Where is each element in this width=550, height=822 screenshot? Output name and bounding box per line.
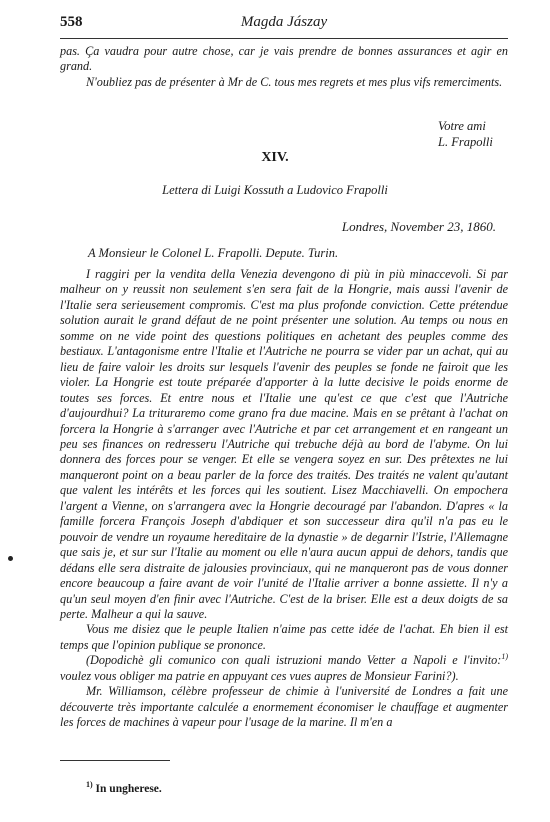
running-title: Magda Jászay [240,14,328,30]
letter-body [60,267,508,731]
letter-title: Lettera di Luigi Kossuth a Ludovico Frapolli [162,183,388,197]
letter-paragraph: Mr. Williamson, célèbre professeur de chimie à l'université de Londres a fait une découverte très importante calculée a enormement économiser le chauffage et augmenter les forces de machines à vapeur pour l'usage de la marine. Il m'en a [60,684,508,730]
margin-dot-mark [8,556,13,561]
signoff-salutation: Votre ami [438,119,486,133]
signoff-signature: L. Frapolli [438,135,493,149]
letter-paragraph: Vous me disiez que le peuple Italien n'aime pas cette idée de l'achat. Eh bien il est temps que l'opinion publique se prononce. [60,622,508,652]
footnote [86,780,162,795]
running-head [60,14,508,40]
letter-paragraph-text: (Dopodichè gli comunico con quali istruzioni mando Vetter a Napoli e l'invito: [86,653,502,668]
footnote-text: In ungherese. [95,783,162,795]
footnote-rule [60,760,170,761]
letter-dateline: Londres, November 23, 1860. [341,219,496,234]
footnote-reference: 1) [501,652,508,662]
header-rule [60,38,508,39]
signoff [438,118,493,150]
letter-paragraph [60,653,508,684]
opening-paragraph: pas. Ça vaudra pour autre chose, car je vais prendre de bonnes assurances et agir en grand. [60,44,508,74]
letter-paragraph-text: voulez vous obliger ma patrie en appuyant ces vues aupres de Monsieur Farini?). [60,668,459,683]
closing-paragraph: N'oubliez pas de présenter à Mr de C. tous mes regrets et mes plus vifs remerciments. [86,74,503,89]
letter-paragraph: I raggiri per la vendita della Venezia devengono di più in più minaccevoli. Si par malheur on y reussit non seulement s'en sera fait de la Hongrie, mais aussi l'avenir de l'Italie sera serieusement compromis. C'est ma plus profonde conviction. Cette prétendue solution aurait le grand défaut de ne point présenter une solution. Au temps ou nous en somme on ne vide point des questions politiques en achetant des peuples comme des bestiaux. L'antagonisme entre l'Italie et l'Autriche ne pourra se vider par un achat, qui au lieu de faire valoir les droits sur lesquels l'avenir des peuples se fonde ne fairoit que les violer. La Hongrie est toute préparée d'apporter à la lutte decisive le poids enorme de toutes ses forces. Et entre nous et l'Italie une qu'est ce que c'est que l'Autriche d'aujourdhui? La trituraremo come grano fra due macine. Mais en se prêtant à l'achat on forcera la Hongrie à s'arranger avec l'Autriche et par cet arrangement et en rangeant un peu ses finances on redresseru l'Autriche qui trebuche déjà au bord de l'abyme. On lui donnera des forces pour se venger. Et elle se vengera soyez en sur. Des prêtextes ne lui manqueront point on a beau parler de la force des traités. Des traités ne valent qu'autant que valent les intérêts et les forces qui les soutient. Lisez Macchiavelli. On empochera l'argent a Vienne, on s'arrangera avec la Hongrie decouragé par l'abandon. D'apres « la famille forcera François Joseph d'abdiquer et son successeur dira qu'il n'a pas eu le pouvoir de vendre un royaume hereditaire de la dynastie » de degarnir l'Istrie, l'Allemagne que sais je, et sur sur l'Italie au moment ou elle n'aura aucun appui de dehors, tandis que dédans elle sera distraite de jalousies provinciaux, qui ne manqueront pas de vous donner encore beaucoup a faire avant de voir l'unité de l'Italie arriver a bonne assiette. Il n'y a qu'un seul moyen d'en finir avec l'Autriche. C'est de la briser. Elle est a deux doigts de sa perte. Malheur a qui la sauve. [60,267,508,621]
letter-address: A Monsieur le Colonel L. Frapolli. Depute. Turin. [88,246,339,260]
section-number: XIV. [261,150,289,165]
page-number: 558 [60,14,83,30]
previous-letter-ending [60,44,508,90]
footnote-marker: 1) [86,780,93,790]
